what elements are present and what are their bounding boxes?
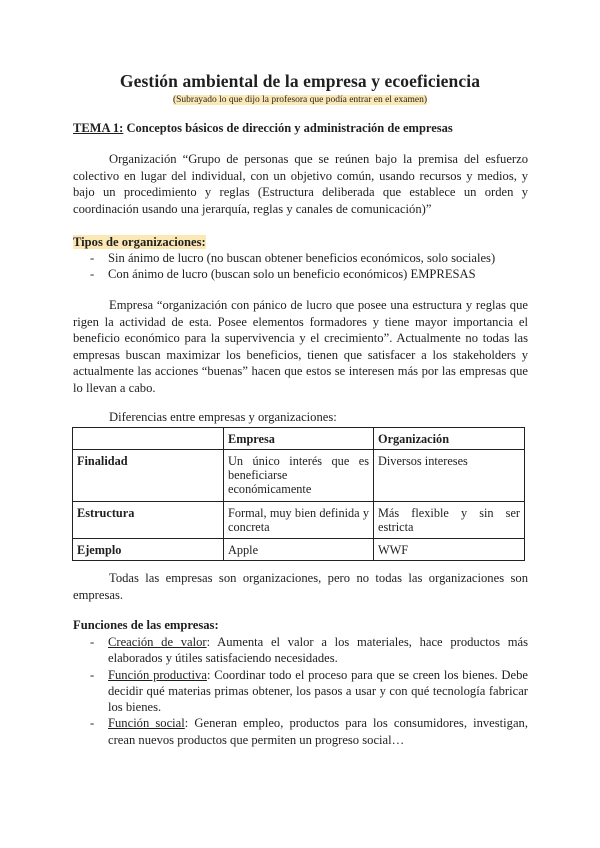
cell-empresa: Un único interés que es beneficiarse económicamente: [224, 450, 374, 502]
list-item: - Función social: Generan empleo, productos para los consumidores, investigan, crean nuevos productos que permiten un progreso social…: [90, 716, 528, 747]
cell-organizacion: Diversos intereses: [374, 450, 525, 502]
funcion-text: : Generan empleo, productos para los consumidores, investigan, crean nuevos productos que permiten un progreso social…: [108, 716, 528, 747]
funcion-text: : Coordinar todo el proceso para que se creen los bienes. Debe decidir qué materias primas obtener, los pasos a usar y con qué tecnología fabricar los bienes.: [108, 667, 528, 715]
funciones-heading: Funciones de las empresas:: [73, 618, 219, 632]
subtitle-highlight: (Subrayado lo que dijo la profesora que podía entrar en el examen): [172, 95, 428, 105]
header-organizacion: Organización: [374, 428, 525, 450]
funciones-list: [73, 634, 528, 748]
tipos-heading: [73, 235, 206, 250]
cell-empresa: Formal, muy bien definida y concreta: [224, 502, 374, 539]
todas-paragraph: Todas las empresas son organizaciones, pero no todas las organizaciones son empresas.: [73, 571, 528, 602]
funcion-text: : Aumenta el valor a los materiales, hace productos más elaborados y útiles satisfaciendo necesidades.: [108, 635, 528, 666]
tipo-text: Con ánimo de lucro (buscan solo un beneficio económicos) EMPRESAS: [108, 267, 476, 282]
table-row: [73, 539, 525, 561]
topic-text: Conceptos básicos de dirección y administración de empresas: [123, 121, 453, 135]
table-caption: Diferencias entre empresas y organizaciones:: [109, 410, 337, 424]
document-subtitle: [0, 95, 600, 105]
list-item: - Creación de valor: Aumenta el valor a los materiales, hace productos más elaborados y útiles satisfaciendo necesidades.: [90, 635, 528, 666]
empresa-paragraph: Empresa “organización con pánico de lucro que posee una estructura y reglas que rigen la actividad de esta. Posee elementos formadores y tiene mayor importancia el beneficio económico para la supervivencia y el crecimiento”. Actualmente no todas las empresas buscan maximizar los beneficios, tienen que satisfacer a los stakeholders y actualmente las acciones “buenas” hacen que estos se interesen más por las empresas que lo llevan a cabo.: [73, 298, 528, 395]
cell-organizacion: Más flexible y sin ser estricta: [374, 502, 525, 539]
cell-organizacion: WWF: [374, 539, 525, 561]
tipos-heading-highlight: Tipos de organizaciones:: [73, 235, 206, 249]
cell-empresa: Apple: [224, 539, 374, 561]
comparison-table: [72, 427, 525, 561]
table-corner-cell: [73, 428, 224, 450]
list-item: - Con ánimo de lucro (buscan solo un beneficio económicos) EMPRESAS: [90, 267, 476, 282]
list-item: - Función productiva: Coordinar todo el proceso para que se creen los bienes. Debe decidir qué materias primas obtener, los pasos a usar y con qué tecnología fabricar los bienes.: [90, 667, 528, 715]
table-row: [73, 450, 525, 502]
tipo-text: Sin ánimo de lucro (no buscan obtener beneficios económicos, solo sociales): [108, 251, 496, 265]
funcion-term: Función social: [108, 716, 185, 731]
header-empresa: Empresa: [224, 428, 374, 450]
organizacion-paragraph: Organización “Grupo de personas que se reúnen bajo la premisa del esfuerzo colectivo en lugar del individual, con un objetivo común, usando recursos y medios, y bajo un procedimiento y reglas (Estructura deliberada que establece un orden y coordinación usando una jerarquía, reglas y canales de comunicación)”: [73, 152, 528, 216]
topic-heading: [73, 121, 453, 136]
funcion-term: Función productiva: [108, 667, 207, 682]
topic-label: TEMA 1:: [73, 121, 124, 135]
tipos-list: [73, 250, 528, 283]
row-label: Estructura: [73, 502, 224, 539]
table-row: [73, 502, 525, 539]
list-item: - Sin ánimo de lucro (no buscan obtener beneficios económicos, solo sociales): [90, 251, 496, 265]
row-label: Ejemplo: [73, 539, 224, 561]
funcion-term: Creación de valor: [108, 635, 207, 649]
document-title: Gestión ambiental de la empresa y ecoeficiencia: [119, 71, 481, 91]
table-header-row: [73, 428, 525, 450]
row-label: Finalidad: [73, 450, 224, 502]
